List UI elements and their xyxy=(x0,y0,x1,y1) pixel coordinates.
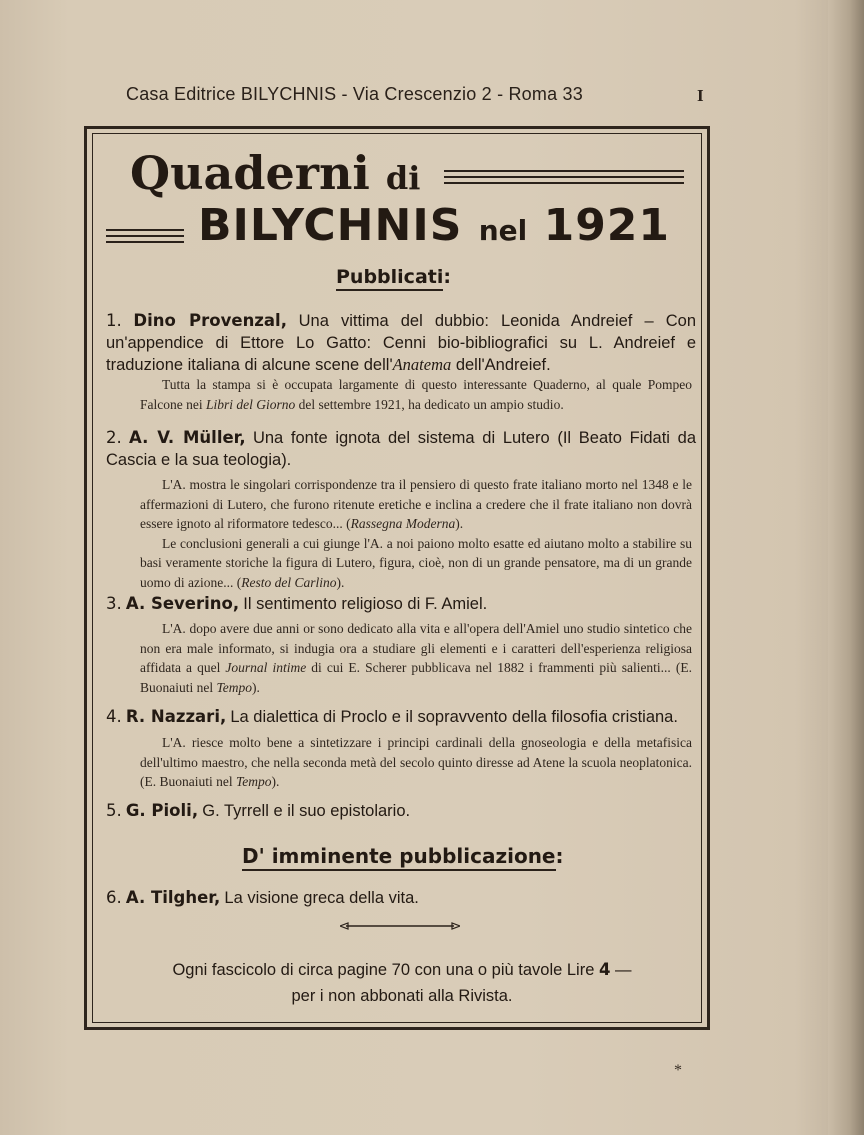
entry-author: A. Tilgher, xyxy=(125,888,221,907)
entry-author: A. V. Müller, xyxy=(129,428,246,447)
entry-title: G. Tyrrell e il suo epistolario. xyxy=(202,802,411,820)
footer-price: 4 xyxy=(598,960,611,979)
entry-author: Dino Provenzal, xyxy=(133,311,287,330)
entry-2 xyxy=(106,427,696,471)
title-line-2 xyxy=(198,200,670,251)
footer-line-2: per i non abbonati alla Rivista. xyxy=(291,987,513,1005)
title-rule-right xyxy=(444,170,684,188)
entry-title: Una vittima del dubbio: Leonida Andreief – Con un'appendice di Ettore Lo Gatto: Cenni bio-bibliografici su L. Andreief e traduzione italiana di alcune scene dell'Anatema dell'Andreief. xyxy=(106,312,696,374)
review-3: L'A. dopo avere due anni or sono dedicato alla vita e all'opera dell'Amiel uno studio sintetico che non era male informato, si indugia ora a studiare gli elementi e i caratteri dell'esperienza religiosa affidata a quel Journal intime di cui E. Scherer pubblicava nel 1882 i frammenti più salienti... (E. Buonaiuti nel Tempo). xyxy=(140,621,692,695)
title-bilychnis: BILYCHNIS xyxy=(198,200,463,251)
title-nel: nel xyxy=(478,214,528,247)
entry-number: 3. xyxy=(106,594,122,613)
entry-number: 2. xyxy=(106,428,122,447)
entry-author: A. Severino, xyxy=(125,594,240,613)
ornament-divider-icon xyxy=(340,920,460,932)
title-year: 1921 xyxy=(543,200,671,251)
entry-4 xyxy=(106,706,696,728)
entry-1 xyxy=(106,310,696,376)
page-number: I xyxy=(697,86,704,105)
title-di: di xyxy=(385,159,421,197)
entry-title: La visione greca della vita. xyxy=(224,889,419,907)
entry-title: La dialettica di Proclo e il sopravvento della filosofia cristiana. xyxy=(230,708,678,726)
entry-number: 4. xyxy=(106,707,122,726)
review-4: L'A. riesce molto bene a sintetizzare i principi cardinali della gnoseologia e della metafisica dell'ultimo maestro, che nella seconda metà del secolo quinto diresse ad Atene la scuola neoplatonica. (E. Buonaiuti nel Tempo). xyxy=(140,735,692,789)
footer-line-1: Ogni fascicolo di circa pagine 70 con una o più tavole Lire 4 — xyxy=(172,960,632,979)
entry-5 xyxy=(106,800,696,822)
title-line-1 xyxy=(130,146,420,200)
entry-title: Il sentimento religioso di F. Amiel. xyxy=(243,595,488,613)
entry-number: 5. xyxy=(106,801,122,820)
published-heading: Pubblicati: xyxy=(336,266,451,288)
entry-author: R. Nazzari, xyxy=(125,707,227,726)
asterisk-mark: * xyxy=(674,1062,682,1079)
title-rule-left xyxy=(106,229,184,247)
footer-note xyxy=(110,957,694,1009)
entry-title: Una fonte ignota del sistema di Lutero (Il Beato Fidati da Cascia e la sua teologia). xyxy=(106,429,697,469)
review-2: L'A. mostra le singolari corrispondenze tra il pensiero di questo frate italiano morto nel 1348 e le affermazioni di Lutero, che furono ritenute eretiche e inclina a credere che il frate italiano non dovrà essere ignoto al riformatore tedesco... (Rassegna Moderna). Le conclusioni generali a cui giunge l'A. a noi paiono molto esatte ed aiutano molto a stabilire su basi veramente storiche la figura di Lutero, figura, cioè, non di un grande pensatore, ma di un grande uomo di azione... (Resto del Carlino). xyxy=(140,477,692,590)
title-quaderni: Quaderni xyxy=(130,146,370,200)
entry-3 xyxy=(106,593,696,615)
forthcoming-heading: D' imminente pubblicazione: xyxy=(242,844,564,868)
entry-author: G. Pioli, xyxy=(125,801,199,820)
page-edge xyxy=(828,0,864,1135)
running-head: Casa Editrice BILYCHNIS - Via Crescenzio 2 - Roma 33 xyxy=(126,84,583,104)
entry-number: 6. xyxy=(106,888,122,907)
entry-number: 1. xyxy=(106,311,122,330)
review-1: Tutta la stampa si è occupata largamente di questo interessante Quaderno, al quale Pompeo Falcone nei Libri del Giorno del settembre 1921, ha dedicato un ampio studio. xyxy=(140,377,692,412)
entry-6 xyxy=(106,887,696,909)
